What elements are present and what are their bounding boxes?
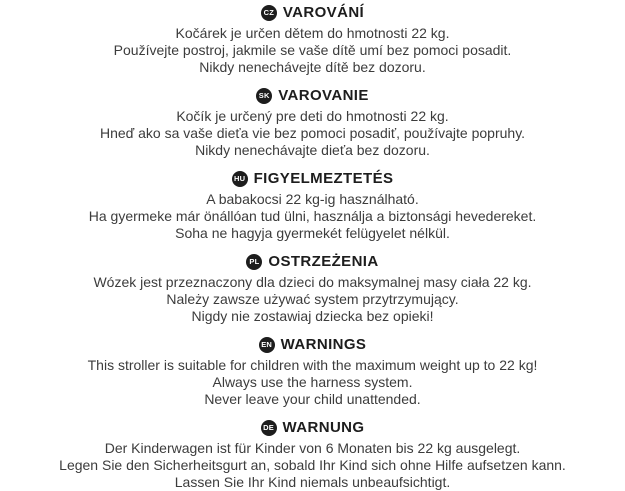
warning-section-en [0,336,625,408]
section-heading-sk [0,87,625,104]
section-title-cz: VAROVÁNÍ [282,4,365,21]
section-heading-cz [0,4,625,21]
section-heading-en [0,336,625,353]
section-title-en: WARNINGS [280,336,367,353]
section-heading-hu [0,170,625,187]
section-title-pl: OSTRZEŻENIA [268,253,379,270]
section-heading-de [0,419,625,436]
warning-line: Wózek jest przeznaczony dla dzieci do maksymalnej masy ciała 22 kg. [93,274,532,290]
warning-section-de [0,419,625,491]
warning-line: Nigdy nie zostawiaj dziecka bez opieki! [191,308,434,324]
warning-line: Never leave your child unattended. [204,391,421,407]
warning-line: A babakocsi 22 kg-ig használható. [206,191,419,207]
language-badge-pl: PL [246,254,262,270]
warning-section-pl [0,253,625,325]
warning-line: Lassen Sie Ihr Kind niemals unbeaufsichtigt. [174,474,451,490]
section-title-hu: FIGYELMEZTETÉS [253,170,394,187]
warning-line: Always use the harness system. [212,374,413,390]
warning-line: Soha ne hagyja gyermekét felügyelet nélkül. [175,225,450,241]
warning-section-sk [0,87,625,159]
warning-line: Kočárek je určen dětem do hmotnosti 22 kg. [175,25,450,41]
language-badge-sk: SK [256,88,272,104]
warning-line: Hneď ako sa vaše dieťa vie bez pomoci posadiť, používajte popruhy. [99,125,526,141]
warning-line: Nikdy nenechávejte dítě bez dozoru. [199,59,426,75]
warning-line: This stroller is suitable for children with the maximum weight up to 22 kg! [87,357,538,373]
language-badge-hu: HU [232,171,248,187]
warning-line: Nikdy nenechávajte dieťa bez dozoru. [195,142,430,158]
warning-line: Kočík je určený pre deti do hmotnosti 22 kg. [176,108,449,124]
section-title-de: WARNUNG [282,419,365,436]
section-title-sk: VAROVANIE [278,87,369,104]
warning-line: Należy zawsze używać system przytrzymujący. [166,291,459,307]
warning-section-hu [0,170,625,242]
language-badge-en: EN [259,337,275,353]
warning-line: Der Kinderwagen ist für Kinder von 6 Monaten bis 22 kg ausgelegt. [104,440,521,456]
warning-section-cz [0,4,625,76]
language-badge-cz: CZ [261,5,277,21]
warning-line: Používejte postroj, jakmile se vaše dítě umí bez pomoci posadit. [113,42,512,58]
warning-line: Legen Sie den Sicherheitsgurt an, sobald Ihr Kind sich ohne Hilfe aufsetzen kann. [59,457,566,473]
language-badge-de: DE [261,420,277,436]
warning-line: Ha gyermeke már önállóan tud ülni, használja a biztonsági hevedereket. [88,208,537,224]
section-heading-pl [0,253,625,270]
